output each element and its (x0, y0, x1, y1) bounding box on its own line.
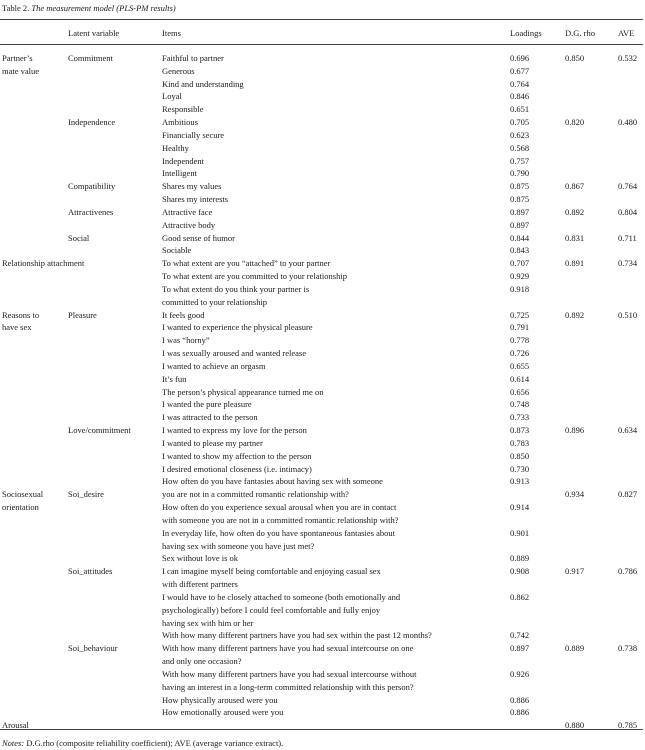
latent-variable-name: Commitment (68, 53, 113, 63)
ave-value: 0.785 (618, 720, 638, 730)
item-text: I was sexually aroused and wanted release (162, 348, 306, 358)
loading-value: 0.914 (510, 502, 530, 512)
item-text: I was “horny” (162, 335, 210, 345)
item-text-continued: committed to your relationship (162, 297, 268, 307)
dg-rho-value: 0.892 (565, 207, 585, 217)
loading-value: 0.748 (510, 399, 530, 409)
ave-value: 0.634 (618, 425, 638, 435)
item-text: Independent (162, 156, 205, 166)
item-text: Attractive body (162, 220, 216, 230)
item-text: Faithful to partner (162, 53, 224, 63)
item-text-continued: you are not in a committed romantic relationship with? (162, 489, 349, 499)
group-label: Reasons to (2, 310, 40, 320)
item-text: The person’s physical appearance turned me on (162, 387, 324, 397)
loading-value: 0.913 (510, 476, 530, 486)
group-label: Arousal (2, 720, 29, 730)
item-text-continued: with someone you are not in a committed romantic relationship with? (162, 515, 399, 525)
latent-variable-name: Independence (68, 117, 116, 127)
item-text: Generous (162, 66, 195, 76)
loading-value: 0.726 (510, 348, 530, 358)
loading-value: 0.889 (510, 553, 530, 563)
item-text: Good sense of humor (162, 233, 235, 243)
latent-variable-name: Social (68, 233, 90, 243)
item-text: I was attracted to the person (162, 412, 258, 422)
dg-rho-value: 0.889 (565, 643, 585, 653)
item-text: Shares my interests (162, 194, 229, 204)
item-text: To what extent are you committed to your relationship (162, 271, 347, 281)
loading-value: 0.730 (510, 464, 530, 474)
item-text-continued: and only one occasion? (162, 656, 242, 666)
item-text: With how many different partners have you had sexual intercourse on one (162, 643, 414, 653)
ave-value: 0.532 (618, 53, 638, 63)
item-text: How often do you have fantasies about having sex with someone (162, 476, 383, 486)
item-text: I wanted to express my love for the person (162, 425, 307, 435)
loading-value: 0.886 (510, 707, 530, 717)
caption-title: The measurement model (PLS-PM results) (31, 3, 176, 13)
loading-value: 0.783 (510, 438, 530, 448)
dg-rho-value: 0.820 (565, 117, 585, 127)
ave-value: 0.711 (618, 233, 637, 243)
loading-value: 0.651 (510, 104, 530, 114)
item-text: I wanted to please my partner (162, 438, 263, 448)
item-text: To what extent do you think your partner is (162, 284, 310, 294)
loading-value: 0.655 (510, 361, 530, 371)
item-text: Healthy (162, 143, 189, 153)
ave-value: 0.786 (618, 566, 638, 576)
loading-value: 0.705 (510, 117, 530, 127)
ave-value: 0.480 (618, 117, 638, 127)
loading-value: 0.677 (510, 66, 530, 76)
header-rule (0, 44, 643, 45)
loading-value: 0.696 (510, 53, 530, 63)
group-label: have sex (2, 322, 32, 332)
notes-label: Notes: (2, 738, 25, 748)
item-text: I desired emotional closeness (i.e. intimacy) (162, 464, 312, 474)
bottom-rule (0, 729, 643, 730)
latent-variable-name: Compatibility (68, 181, 116, 191)
group-label: Sociosexual (2, 489, 44, 499)
dg-rho-value: 0.891 (565, 258, 585, 268)
item-text: Intelligent (162, 168, 197, 178)
item-text: I wanted to achieve an orgasm (162, 361, 266, 371)
header-items: Items (162, 28, 181, 38)
item-text: I wanted the pure pleasure (162, 399, 252, 409)
item-text: I can imagine myself being comfortable and enjoying casual sex (162, 566, 381, 576)
item-text: Sociable (162, 245, 192, 255)
table-caption (2, 3, 176, 13)
latent-variable-name: Soi_attitudes (68, 566, 113, 576)
loading-value: 0.850 (510, 451, 530, 461)
dg-rho-value: 0.880 (565, 720, 585, 730)
item-text: With how many different partners have you had sexual intercourse without (162, 669, 417, 679)
loading-value: 0.862 (510, 592, 530, 602)
group-label: mate value (2, 66, 40, 76)
loading-value: 0.764 (510, 79, 530, 89)
item-text: I wanted to experience the physical pleasure (162, 322, 313, 332)
item-text-continued: with different partners (162, 579, 238, 589)
dg-rho-value: 0.934 (565, 489, 585, 499)
header-latent-variable: Latent variable (68, 28, 120, 38)
ave-value: 0.734 (618, 258, 638, 268)
loading-value: 0.846 (510, 91, 530, 101)
item-text-continued: having sex with someone you have just met? (162, 541, 315, 551)
loading-value: 0.908 (510, 566, 530, 576)
loading-value: 0.733 (510, 412, 530, 422)
item-text: Responsible (162, 104, 204, 114)
loading-value: 0.614 (510, 374, 530, 384)
loading-value: 0.725 (510, 310, 530, 320)
ave-value: 0.764 (618, 181, 638, 191)
group-label: Relationship attachment (2, 258, 85, 268)
header-ave: AVE (618, 28, 635, 38)
dg-rho-value: 0.896 (565, 425, 585, 435)
item-text: Attractive face (162, 207, 213, 217)
item-text: Loyal (162, 91, 182, 101)
item-text: It’s fun (162, 374, 187, 384)
loading-value: 0.623 (510, 130, 530, 140)
header-dg-rho: D.G. rho (565, 28, 595, 38)
item-text: How physically aroused were you (162, 695, 278, 705)
loading-value: 0.886 (510, 695, 530, 705)
loading-value: 0.875 (510, 181, 530, 191)
loading-value: 0.926 (510, 669, 530, 679)
loading-value: 0.901 (510, 528, 530, 538)
loading-value: 0.897 (510, 643, 530, 653)
loading-value: 0.929 (510, 271, 530, 281)
loading-value: 0.757 (510, 156, 530, 166)
loading-value: 0.778 (510, 335, 530, 345)
loading-value: 0.918 (510, 284, 530, 294)
ave-value: 0.738 (618, 643, 638, 653)
item-text: How often do you experience sexual arousal when you are in contact (162, 502, 397, 512)
ave-value: 0.827 (618, 489, 638, 499)
item-text-continued: having an interest in a long-term committed relationship with this person? (162, 682, 414, 692)
item-text: Kind and understanding (162, 79, 244, 89)
latent-variable-name: Soi_behaviour (68, 643, 118, 653)
item-text: In everyday life, how often do you have spontaneous fantasies about (162, 528, 395, 538)
item-text: Ambitious (162, 117, 198, 127)
latent-variable-name: Attractivenes (68, 207, 114, 217)
dg-rho-value: 0.850 (565, 53, 585, 63)
item-text: How emotionally aroused were you (162, 707, 284, 717)
loading-value: 0.656 (510, 387, 530, 397)
dg-rho-value: 0.831 (565, 233, 585, 243)
notes-text: D.G.rho (composite reliability coefficient); AVE (average variance extract). (26, 738, 284, 748)
loading-value: 0.843 (510, 245, 530, 255)
ave-value: 0.510 (618, 310, 638, 320)
dg-rho-value: 0.867 (565, 181, 585, 191)
loading-value: 0.742 (510, 630, 530, 640)
item-text: Sex without love is ok (162, 553, 239, 563)
latent-variable-name: Pleasure (68, 310, 97, 320)
item-text: With how many different partners have you had sex within the past 12 months? (162, 630, 432, 640)
loading-value: 0.873 (510, 425, 530, 435)
loading-value: 0.897 (510, 220, 530, 230)
loading-value: 0.568 (510, 143, 530, 153)
latent-variable-name: Love/commitment (68, 425, 131, 435)
item-text-continued: having sex with him or her (162, 618, 254, 628)
loading-value: 0.790 (510, 168, 530, 178)
dg-rho-value: 0.917 (565, 566, 585, 576)
loading-value: 0.897 (510, 207, 530, 217)
loading-value: 0.791 (510, 322, 530, 332)
item-text: I wanted to show my affection to the person (162, 451, 312, 461)
top-rule (0, 19, 643, 20)
group-label: Partner’s (2, 53, 33, 63)
caption-label: Table 2. (2, 3, 30, 13)
item-text: I would have to be closely attached to someone (both emotionally and (162, 592, 401, 602)
header-loadings: Loadings (510, 28, 542, 38)
item-text: Shares my values (162, 181, 222, 191)
dg-rho-value: 0.892 (565, 310, 585, 320)
loading-value: 0.707 (510, 258, 530, 268)
item-text: It feels good (162, 310, 205, 320)
item-text-continued: psychologically) before I could feel comfortable and fully enjoy (162, 605, 381, 615)
ave-value: 0.804 (618, 207, 638, 217)
group-label: orientation (2, 502, 39, 512)
item-text: Financially secure (162, 130, 225, 140)
table-notes (2, 738, 283, 748)
latent-variable-name: Soi_desire (68, 489, 104, 499)
loading-value: 0.875 (510, 194, 530, 204)
item-text: To what extent are you “attached” to your partner (162, 258, 331, 268)
loading-value: 0.844 (510, 233, 530, 243)
